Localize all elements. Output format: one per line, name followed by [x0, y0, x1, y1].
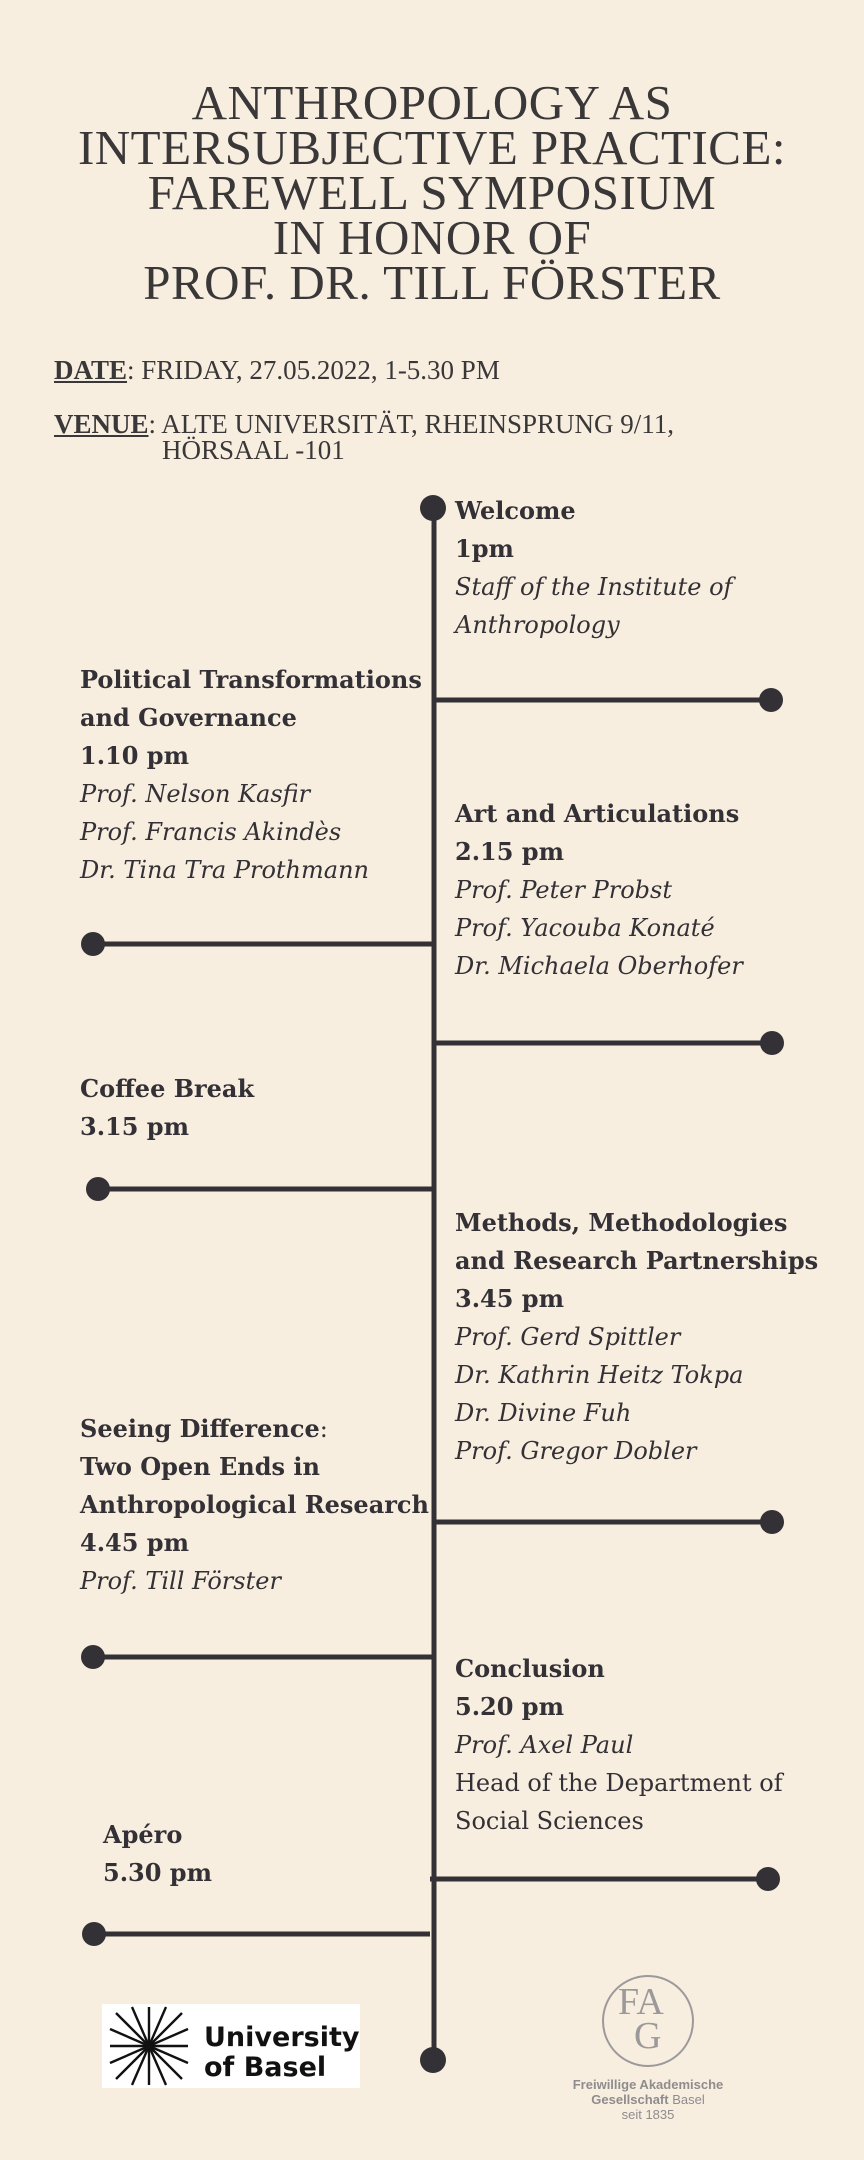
event-speaker: Prof. Till Förster — [80, 1567, 281, 1595]
event-title: Methods, Methodologies — [455, 1208, 788, 1237]
event-title: Welcome — [455, 496, 576, 525]
fag-logo — [550, 1975, 746, 2125]
fag-monogram — [602, 1975, 694, 2067]
event-time: 1pm — [455, 534, 514, 563]
timeline-node — [760, 1031, 784, 1055]
event-conclusion — [455, 1650, 783, 1840]
event-speaker: Dr. Divine Fuh — [455, 1399, 632, 1427]
fag-monogram-bottom: G — [634, 2015, 662, 2057]
event-apero — [103, 1816, 212, 1892]
event-speaker: Prof. Gerd Spittler — [455, 1323, 681, 1351]
unibasel-star-icon — [104, 2004, 194, 2088]
event-speaker: Prof. Francis Akindès — [80, 818, 342, 846]
event-time: 1.10 pm — [80, 741, 189, 770]
event-time: 4.45 pm — [80, 1528, 189, 1557]
event-title: Political Transformations — [80, 665, 422, 694]
fag-line1: Freiwillige Akademische — [572, 2077, 724, 2092]
event-title: Conclusion — [455, 1654, 605, 1683]
timeline-node — [82, 1922, 106, 1946]
title-line: PROF. DR. TILL FÖRSTER — [143, 255, 721, 310]
unibasel-line2: of Basel — [204, 2052, 327, 2083]
event-title: Coffee Break — [80, 1074, 255, 1103]
event-speaker: Prof. Gregor Dobler — [455, 1437, 697, 1465]
title-line: ANTHROPOLOGY AS — [191, 75, 673, 130]
title-line: FAREWELL SYMPOSIUM — [147, 165, 717, 220]
event-art-and-articulations — [455, 795, 743, 985]
event-political-transformations — [80, 661, 422, 889]
event-speaker: Dr. Tina Tra Prothmann — [80, 856, 369, 884]
fag-line2-bold: Gesellschaft — [591, 2092, 669, 2107]
event-time: 2.15 pm — [455, 837, 564, 866]
university-of-basel-logo — [102, 2004, 360, 2088]
event-title: Seeing Difference — [80, 1414, 320, 1443]
event-speaker: Prof. Peter Probst — [455, 876, 672, 904]
timeline-node — [81, 932, 105, 956]
date-label: DATE — [54, 355, 128, 385]
timeline-node-bottom — [420, 2047, 446, 2073]
event-title: Apéro — [103, 1820, 183, 1849]
timeline-node — [759, 688, 783, 712]
event-coffee-break — [80, 1070, 254, 1146]
event-speaker: Staff of the Institute of — [455, 573, 733, 601]
timeline-node — [86, 1177, 110, 1201]
event-speaker: Prof. Axel Paul — [455, 1731, 634, 1759]
event-title-colon: : — [319, 1415, 328, 1443]
fag-monogram-top: FA — [618, 1981, 664, 2023]
event-methods — [455, 1204, 818, 1470]
event-welcome — [455, 492, 732, 644]
event-speaker-role: Head of the Department of — [455, 1769, 783, 1797]
timeline-node — [760, 1510, 784, 1534]
event-speaker: Anthropology — [455, 611, 620, 639]
event-speaker: Dr. Michaela Oberhofer — [455, 952, 743, 980]
title-line: IN HONOR OF — [272, 210, 592, 265]
event-speaker: Prof. Yacouba Konaté — [455, 914, 715, 942]
event-title: Anthropological Research — [80, 1490, 429, 1519]
event-title: Art and Articulations — [455, 799, 740, 828]
event-speaker: Prof. Nelson Kasfir — [80, 780, 311, 808]
date-value: : FRIDAY, 27.05.2022, 1-5.30 PM — [127, 355, 500, 385]
event-title: and Research Partnerships — [455, 1246, 819, 1275]
event-seeing-difference — [80, 1410, 429, 1600]
timeline-node — [756, 1867, 780, 1891]
event-title: and Governance — [80, 703, 297, 732]
event-speaker-role: Social Sciences — [455, 1807, 644, 1835]
event-time: 3.15 pm — [80, 1112, 189, 1141]
timeline-node-top — [420, 495, 446, 521]
event-title: Two Open Ends in — [80, 1452, 320, 1481]
venue-label: VENUE — [54, 409, 149, 439]
event-time: 3.45 pm — [455, 1284, 564, 1313]
venue-value-continued: HÖRSAAL -101 — [162, 435, 345, 465]
event-speaker: Dr. Kathrin Heitz Tokpa — [455, 1361, 744, 1389]
event-time: 5.30 pm — [103, 1858, 212, 1887]
fag-line2-rest: Basel — [668, 2092, 705, 2107]
unibasel-line1: University — [204, 2022, 360, 2053]
title-line: INTERSUBJECTIVE PRACTICE: — [77, 120, 787, 175]
fag-line3: seit 1835 — [621, 2107, 675, 2122]
venue-value: : ALTE UNIVERSITÄT, RHEINSPRUNG 9/11, — [148, 409, 675, 439]
event-time: 5.20 pm — [455, 1692, 564, 1721]
timeline-node — [81, 1645, 105, 1669]
